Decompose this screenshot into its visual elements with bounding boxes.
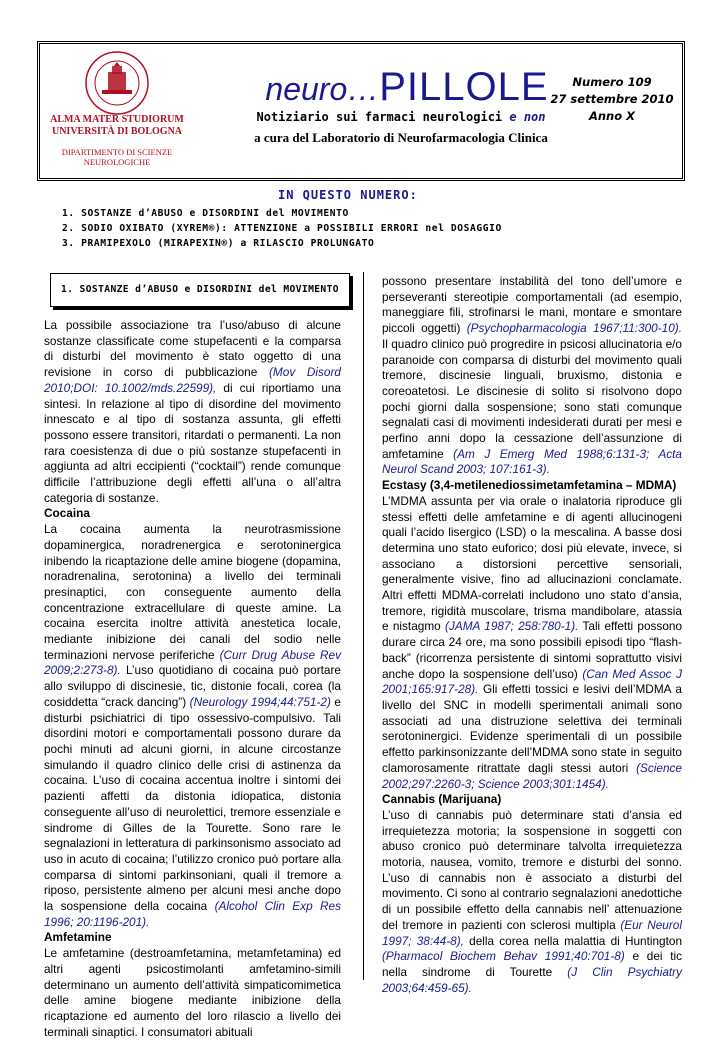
reference-citation: (Am J Emerg Med 1988;6:131-3; Acta Neurol Scand 2003; 107:161-3). [382,446,682,477]
reference-citation: (J Clin Psychiatry 2003;64:459-65). [382,964,682,995]
issue-number: Numero 109 [572,75,652,89]
body-text: L’MDMA assunta per via orale o inalatoria riproduce gli stessi effetti delle amfetamine e di agenti allucinogeni quali l’acido lisergico (LSD) o la mescalina. A basse dosi determina uno stato euforico; dosi più elevate, invece, si associano a distorsioni percettive sensoriali, generalmente visive, fino ad allucinazioni conclamate. Altri effetti MDMA-correlati includono uno stato d’ansia, tremore, rigidità muscolare, trisma mandibolare, atassia e nistagmo [382,493,682,634]
reference-citation: (Pharmacol Biochem Behav 1991;40:701-8) [382,949,625,964]
toc-title: IN QUESTO NUMERO: [278,188,418,202]
right-column [382,274,682,996]
toc-item: 3. PRAMIPEXOLO (MIRAPEXIN®) a RILASCIO PROLUNGATO [62,238,375,249]
subheading-amfetamine: Amfetamine [44,930,112,945]
reference-citation: (Mov Disord 2010;DOI: 10.1002/mds.22599), [44,365,341,395]
section-title: 1. SOSTANZE d’ABUSO e DISORDINI del MOVIMENTO [61,284,339,295]
body-text: L’uso di cannabis può determinare stati d’ansia ed irrequietezza motoria; la sospensione in soggetti con abuso cronico può determinare talvolta irrequietezza motoria, nausea, vomito, tremore e disturbi del sonno. L’uso di cannabis non è associato a disturbi del movimento. Ci sono al contrario segnalazioni anedottiche di un possibile effetto della cannabis nell’ attenuazione del tremore in pazienti con sclerosi multipla [382,807,682,932]
curated-by: a cura del Laboratorio di Neurofarmacologia Clinica [254,130,548,145]
title-neuro: neuro… [265,71,380,107]
subheading-cannabis: Cannabis (Marijuana) [382,792,502,807]
body-text: Le amfetamine (destroamfetamina, metamfetamina) ed altri agenti psicostimolanti amfetamino-simili determinano un aumento dell’attività simpaticomimetica delle amine biogene mediante inibizione della ricaptazione ed aumento del loro rilascio a livello dei terminali sinaptici. I consumatori abituali [44,946,341,1039]
reference-citation: (JAMA 1987; 258:780-1). [445,619,579,634]
intro-text: La possibile associazione tra l’uso/abuso di alcune sostanze classificate come stupefacenti e la comparsa di disturbi del movimento è stato oggetto di una revisione in corso di pubblicazione [44,318,341,380]
body-text: e disturbi psichiatrici di tipo ossessivo-compulsivo. Tali disordini motori e comportamentali possono durare da pochi minuti ad alcuni giorni, in alcune circostanze simulando il quadro clinico delle crisi di astinenza da cocaina. L’uso di cocaina accentua inoltre i sintomi dei pazienti affetti da distonia idiopatica, distonia conseguente all’uso di neurolettici, tremore essenziale e sindrome di Gilles de la Tourette. Sono rare le segnalazioni in letteratura di parkinsonismo associato ad uso in acuto di cocaina; l’utilizzo cronico può portare alla comparsa di sintomi parkinsoniani, quali il tremore a riposo, persistente almeno per alcuni mesi anche dopo la sospensione della cocaina [44,694,341,914]
subheading-ecstasy: Ecstasy (3,4-metilenediossimetamfetamina – MDMA) [382,478,677,493]
column-divider [363,272,364,980]
intro-text: di cui riportiamo una sintesi. In relazione al tipo di disordine del movimento innescato e al tipo di sostanza assunta, gli effetti possono essere transitori, ritardati o permanenti. La non rara coesistenza di due o più sostanze stupefacenti in aggiunta ad altri eccipienti (“cocktail”) rende comunque difficile l’attribuzione degli effetti all’una o all’altra categoria di sostanze. [44,380,341,505]
reference-citation: (Eur Neurol 1997; 38:44-8), [382,917,682,948]
table-of-contents [62,206,682,251]
toc-item: 1. SOSTANZE d’ABUSO e DISORDINI del MOVIMENTO [62,208,349,219]
reference-citation: (Science 2002;297:2260-3; Science 2003;301:1454). [382,760,682,791]
university-line-1: ALMA MATER STUDIORUM [50,114,184,125]
body-text: Tali effetti possono durare circa 24 ore, ma sono possibili episodi tipo “flash-back” (ricorrenza persistente di sintomi soprattutto visivi anche dopo la sospensione dell’uso) [382,619,683,681]
department-line-1: DIPARTIMENTO DI SCIENZE [61,147,173,157]
body-text: La cocaina aumenta la neurotrasmissione dopaminergica, noradrenergica e serotoninergica inibendo la ricaptazione delle amine biogene (dopamina, noradrenalina, serotonina) a livello dei terminali presinaptici, con conseguente aumento della concentrazione extracellulare di queste amine. La cocaina esercita inoltre attività anestetica locale, mediante inibizione dei canali del sodio nelle terminazioni nervose periferiche [44,522,341,662]
issue-info [550,74,674,125]
reference-citation: (Neurology 1994;44:751-2) [189,694,331,709]
body-text: L’uso quotidiano di cocaina può portare allo sviluppo di discinesie, tic, distonie focali, corea (la cosiddetta “crack dancing”) [44,663,341,709]
issue-year: Anno X [588,109,636,123]
amfetamine-paragraph [44,946,341,1040]
body-text: e dei tic nella sindrome di Tourette [382,949,683,979]
ecstasy-paragraph [382,494,682,792]
reference-citation: (Can Med Assoc J 2001;165:917-28). [382,666,683,697]
cannabis-paragraph [382,808,682,996]
department-line-2: NEUROLOGICHE [83,157,151,167]
subheading-cocaina: Cocaina [44,506,90,521]
university-seal-icon [84,50,150,116]
cocaina-paragraph [44,522,341,930]
reference-citation: (Alcohol Clin Exp Res 1996; 20:1196-201). [44,899,341,929]
body-text: possono presentare instabilità del tono dell’umore e perseveranti stereotipie comportamentali (ad esempio, maneggiare fili, strofinarsi le mani, montare e smontare piccoli oggetti) [382,274,682,336]
department-name [44,147,190,167]
newsletter-header [37,41,685,181]
university-name [44,114,190,138]
university-line-2: UNIVERSITÀ DI BOLOGNA [51,126,183,137]
body-text: Gli effetti tossici e lesivi dell’MDMA a livello del SNC in modelli sperimentali animali sono associati ad una distruzione selettiva dei terminali serotoninergici. Evidenze sperimentali di un possibile effetto parkinsonizzante dell’MDMA sono state in seguito clamorosamente ritrattate dagli stessi autori [382,682,682,775]
body-text: della corea nella malattia di Huntington [463,933,683,948]
title-pillole: PILLOLE [379,65,549,109]
subtitle-main: Notiziario sui farmaci neurologici [256,110,510,124]
reference-citation: (Psychopharmacologia 1967;11:300-10). [466,321,682,336]
subtitle-accent: e non [509,110,546,124]
toc-item: 2. SODIO OXIBATO (XYREM®): ATTENZIONE a POSSIBILI ERRORI nel DOSAGGIO [62,223,502,234]
reference-citation: (Curr Drug Abuse Rev 2009;2:273-8). [44,647,341,678]
section-title-box [50,273,350,307]
left-column [44,318,341,1040]
masthead-subtitle [216,110,586,124]
body-text: Il quadro clinico può progredire in psicosi allucinatoria e/o paranoide con comparsa di disturbi del movimento quali tremore, discinesie linguali, bruxismo, distonia e coreoatetosi. Le discinesie di solito si risolvono dopo pochi giorni dalla sospensione; sono stati comunque segnalati casi di movimenti indesiderati durati per mesi e perfino anni dopo la cessazione dell’assunzione di amfetamine [382,336,682,461]
issue-date: 27 settembre 2010 [550,92,674,106]
masthead-title [253,65,561,110]
intro-paragraph [44,318,341,506]
amfetamine-continued-paragraph [382,274,682,478]
